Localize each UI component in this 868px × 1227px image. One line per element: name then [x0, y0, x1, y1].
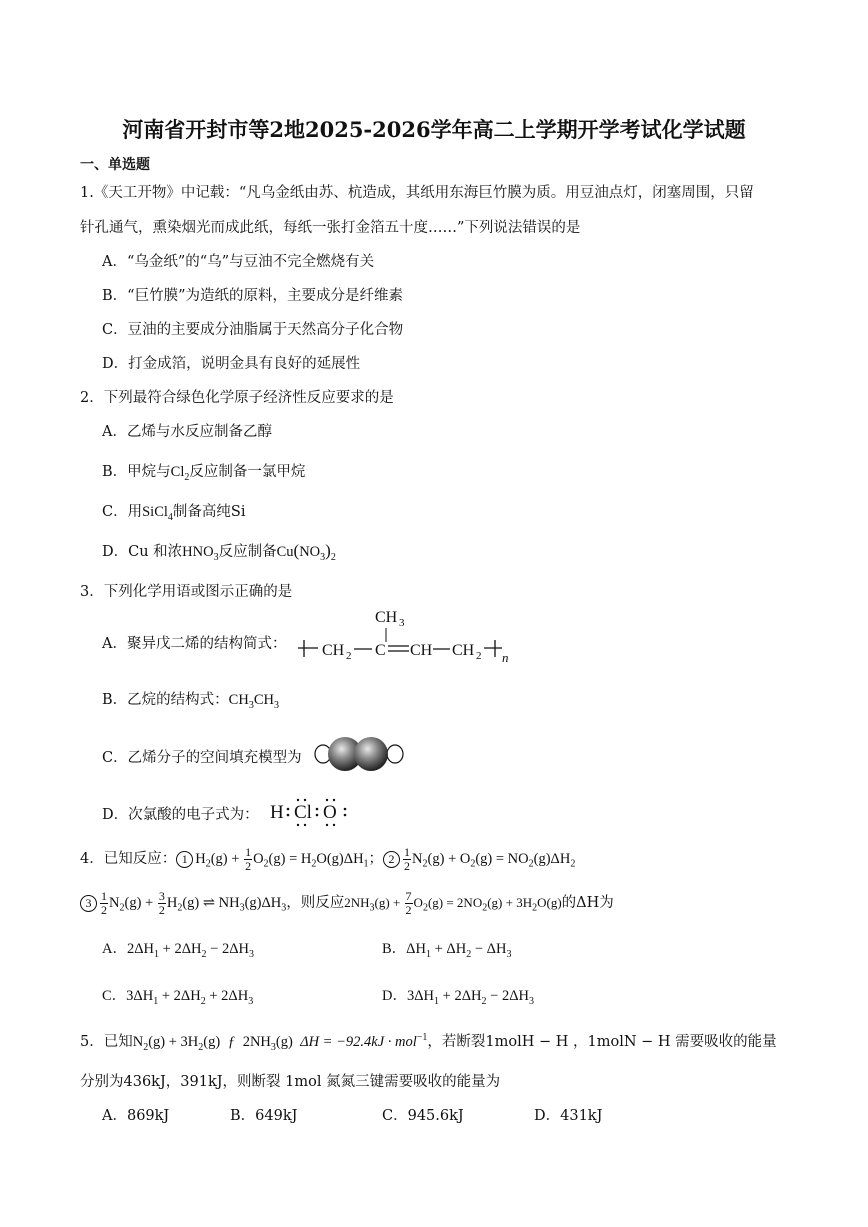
q4-option-b: B．$\Delta H_1 + \Delta H_2 - \Delta H_3$ — [382, 941, 512, 960]
q2-option-a: A．乙烯与水反应制备乙醇 — [102, 424, 272, 440]
q4-option-a-label: A． — [102, 941, 127, 957]
q2-option-c-pre: C．用 — [102, 504, 143, 520]
polyisoprene-structure — [296, 604, 516, 670]
frac-half: $\frac{1}{2}$ — [404, 845, 411, 873]
q5-option-c: C．945.6kJ — [382, 1108, 464, 1124]
ethylene-space-filling-model — [313, 735, 405, 773]
q1-stem-line1: 1.《天工开物》中记载：“凡乌金纸由苏、杭造成，其纸用东海巨竹膜为质。用豆油点灯，闭塞周围，只留 — [80, 185, 754, 201]
q2-option-c-formula: SiCl$_4$ — [142, 504, 173, 523]
q1-option-b: B．“巨竹膜”为造纸的原料，主要成分是纤维素 — [102, 288, 403, 304]
q4-option-a: A．$2\Delta H_1 + 2\Delta H_2 - 2\Delta H_3$ — [102, 941, 254, 960]
q1-stem-line2: 针孔通气，熏染烟光而成此纸，每纸一张打金箔五十度……”下列说法错误的是 — [80, 220, 581, 236]
q3-option-b-formula: $CH_3CH_3$ — [228, 692, 279, 711]
q4-option-b-label: B． — [382, 941, 407, 957]
q5-post: ，若断裂1molH − H ，1molN − H 需要吸收的能量 — [427, 1034, 777, 1050]
q3-stem: 3．下列化学用语或图示正确的是 — [80, 584, 293, 600]
q3-option-d: D．次氯酸的电子式为： — [102, 807, 259, 823]
svg-text:H: H — [270, 802, 284, 823]
q3-option-b — [102, 688, 279, 709]
frac-half: $\frac{1}{2}$ — [245, 845, 252, 873]
q2-option-c — [102, 500, 245, 521]
reaction-2-marker: 2 — [383, 851, 400, 868]
frac-three-halves: $\frac{3}{2}$ — [158, 889, 165, 917]
reaction-1-marker: 1 — [176, 851, 193, 868]
page-title: 河南省开封市等2地2025-2026学年高二上学期开学考试化学试题 — [122, 117, 746, 142]
svg-text:CH: CH — [410, 642, 433, 659]
svg-text:CH: CH — [452, 642, 475, 659]
q2-stem: 2．下列最符合绿色化学原子经济性反应要求的是 — [80, 390, 394, 406]
q1-option-c: C．豆油的主要成分油脂属于天然高分子化合物 — [102, 322, 404, 338]
q4-option-d-label: D． — [382, 988, 407, 1004]
q2-option-d-mid: 反应制备 — [218, 544, 277, 560]
reaction-3-marker: 3 — [80, 895, 97, 912]
q3-option-c: C．乙烯分子的空间填充模型为 — [102, 750, 302, 766]
q3-option-b-label: B．乙烷的结构式： — [102, 692, 229, 708]
q2-option-d — [102, 540, 336, 561]
q2-option-b-post: 反应制备一氯甲烷 — [189, 464, 306, 480]
q4-option-c-label: C． — [102, 988, 127, 1004]
q2-option-d-pre: D．Cu 和浓 — [102, 544, 183, 560]
q2-option-d-formula1: $HNO_3$ — [182, 544, 219, 563]
q4-reactions-line1: 4．已知反应： 1 $H_2(g)$ + $\frac{1}{2}$ $O_2(g) = H_2O(g)\Delta H_1$； 2 $\frac{1}{2}$ $N_2(g) + O_2(g) = NO_2(g)\Delta H_2$ — [80, 845, 576, 873]
svg-text:3: 3 — [399, 617, 405, 629]
q4-option-c: C．$3\Delta H_1 + 2\Delta H_2 + 2\Delta H_3$ — [102, 988, 254, 1007]
q5-stem-line2: 分别为436kJ，391kJ，则断裂 1mol 氮氮三键需要吸收的能量为 — [80, 1074, 501, 1090]
q1-option-a: A．“乌金纸”的“乌”与豆油不完全燃烧有关 — [102, 254, 375, 270]
q2-option-d-formula2: $Cu(NO_3)_2$ — [276, 541, 336, 563]
q5-option-b: B．649kJ — [230, 1108, 298, 1124]
hclo-electron-formula — [266, 792, 356, 832]
svg-text:O: O — [323, 802, 337, 823]
svg-text:CH: CH — [322, 642, 345, 659]
q1-option-d: D．打金成箔，说明金具有良好的延展性 — [102, 356, 361, 372]
q2-option-b-formula: $Cl_2$ — [170, 464, 190, 483]
svg-text:Cl: Cl — [294, 802, 312, 823]
q5-dh: ΔH = −92.4kJ · mol — [300, 1034, 417, 1050]
q4-mid: ，则反应 — [286, 894, 345, 911]
q4-stem-pre: 4．已知反应： — [80, 850, 177, 867]
q2-option-b — [102, 460, 305, 481]
q5-option-a: A．869kJ — [102, 1108, 170, 1124]
q2-option-b-pre: B．甲烷与 — [102, 464, 171, 480]
svg-text:n: n — [502, 650, 509, 665]
q4-reactions-line2: 3 $\frac{1}{2}$ $N_2(g)$ + $\frac{3}{2}$ $H_2(g)$ ⇌ $NH_3(g)\Delta H_3$，则反应$2NH_3(g)$ + $\frac{7}{2}$ $O_2(g) = 2NO_2(g) + 3H_2O(g)$的ΔH为 — [80, 890, 614, 917]
svg-text:CH: CH — [375, 609, 398, 626]
svg-text:2: 2 — [346, 650, 352, 662]
q2-option-c-post: 制备高纯Si — [172, 504, 246, 520]
q5-pre: 5．已知 — [80, 1034, 133, 1050]
q4-tail: 的ΔH为 — [561, 894, 614, 911]
section-heading: 一、单选题 — [80, 157, 150, 173]
q5-stem-line1: 5．已知$N_2(g) + 3H_2(g)$ ƒ $2NH_3(g) \Delta H = -92.4kJ \cdot mol^{-1}$，若断裂1molH − H ，1molN − H 需要吸收的能量 — [80, 1032, 777, 1053]
q4-option-d: D．$3\Delta H_1 + 2\Delta H_2 - 2\Delta H_3$ — [382, 988, 534, 1007]
svg-text:C: C — [375, 642, 386, 659]
frac-half: $\frac{1}{2}$ — [101, 889, 107, 917]
q3-option-a: A．聚异戊二烯的结构简式： — [102, 636, 287, 652]
frac-seven-halves: $\frac{7}{2}$ — [405, 889, 412, 918]
svg-text:2: 2 — [476, 650, 482, 662]
q5-option-d: D．431kJ — [534, 1108, 603, 1124]
